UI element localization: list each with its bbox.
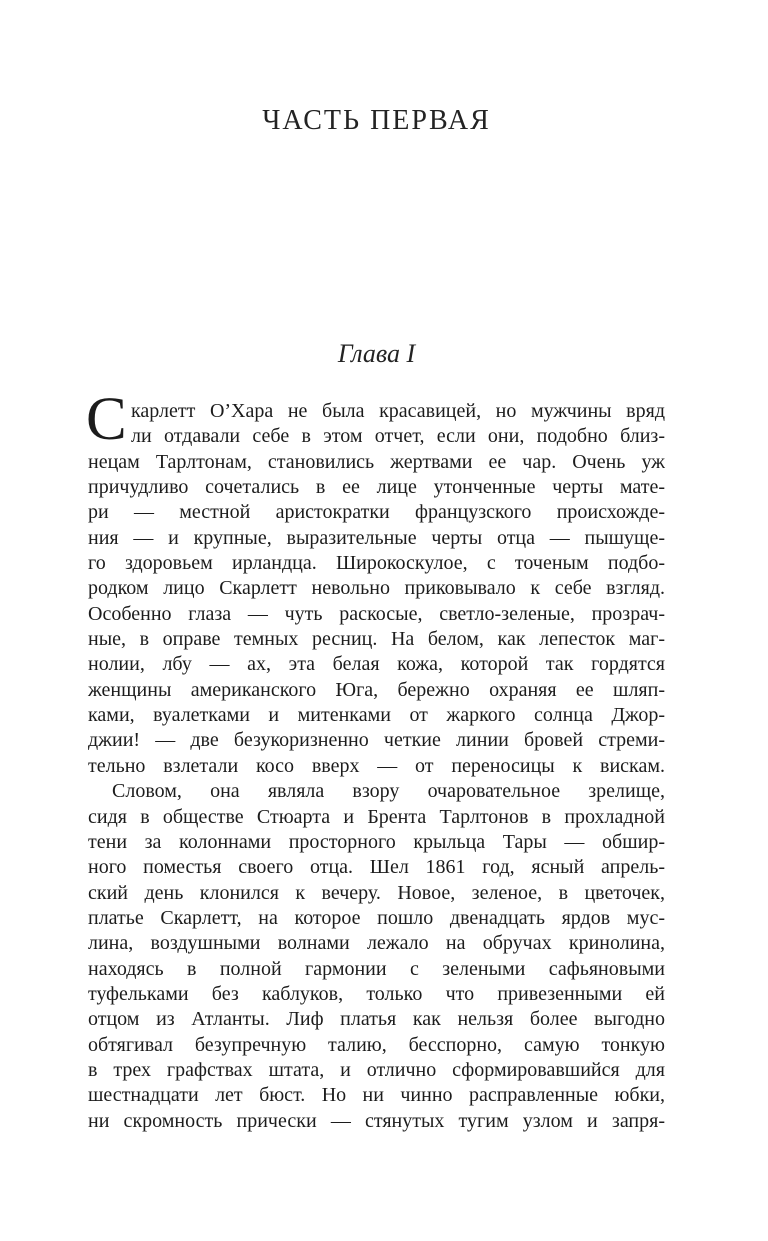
text-line: го здоровьем ирландца. Широкоскулое, с точеным подбо- xyxy=(88,552,665,575)
text-line: женщины американского Юга, бережно охраняя ее шляп- xyxy=(88,678,665,701)
text-line: родком лицо Скарлетт невольно приковывало к себе взгляд. xyxy=(88,577,665,600)
text-line: нолии, лбу — ах, эта белая кожа, которой так гордятся xyxy=(88,653,665,676)
text-line: нецам Тарлтонам, становились жертвами ее чар. Очень уж xyxy=(88,450,665,473)
text-line: в трех графствах штата, и отлично сформировавшийся для xyxy=(88,1058,665,1081)
text-line: сидя в обществе Стюарта и Брента Тарлтонов в прохладной xyxy=(88,805,665,828)
text-line: отцом из Атланты. Лиф платья как нельзя более выгодно xyxy=(88,1008,665,1031)
drop-cap: С xyxy=(86,386,127,453)
text-line: тени за колоннами просторного крыльца Тары — обшир- xyxy=(88,830,665,853)
text-line: Особенно глаза — чуть раскосые, светло-зеленые, прозрач- xyxy=(88,602,665,625)
text-line: джии! — две безукоризненно четкие линии бровей стреми- xyxy=(88,729,665,752)
text-line: ные, в оправе темных ресниц. На белом, как лепесток маг- xyxy=(88,628,665,651)
text-line: туфельками без каблуков, только что привезенными ей xyxy=(88,982,665,1005)
text-line: шестнадцати лет бюст. Но ни чинно расправленные юбки, xyxy=(88,1084,665,1107)
text-line: ли отдавали себе в этом отчет, если они, подобно близ- xyxy=(131,425,665,448)
text-line: карлетт О’Хара не была красавицей, но мужчины вряд xyxy=(131,400,665,422)
text-line: ного поместья своего отца. Шел 1861 год, ясный апрель- xyxy=(88,856,665,879)
text-line: платье Скарлетт, на которое пошло двенадцать ярдов мус- xyxy=(88,906,665,929)
paragraph xyxy=(88,779,665,1134)
text-line: ский день клонился к вечеру. Новое, зеленое, в цветочек, xyxy=(88,881,665,904)
text-line: причудливо сочетались в ее лице утонченные черты мате- xyxy=(88,476,665,499)
body-text xyxy=(86,386,665,1134)
text-line: ками, вуалетками и митенками от жаркого солнца Джор- xyxy=(88,704,665,727)
chapter-title: Глава I xyxy=(337,339,416,368)
text-line: ри — местной аристократки французского происхожде- xyxy=(88,501,665,524)
text-line: тельно взлетали косо вверх — от переносицы к вискам. xyxy=(88,754,665,777)
paragraph xyxy=(86,386,665,779)
text-line: Словом, она являла взору очаровательное зрелище, xyxy=(112,780,665,803)
text-line: ния — и крупные, выразительные черты отца — пышуще- xyxy=(88,526,665,549)
text-line: лина, воздушными волнами лежало на обручах кринолина, xyxy=(88,932,665,955)
text-line: находясь в полной гармонии с зелеными сафьяновыми xyxy=(88,957,665,980)
part-title: ЧАСТЬ ПЕРВАЯ xyxy=(262,105,491,136)
text-line: обтягивал безупречную талию, бесспорно, самую тонкую xyxy=(88,1033,665,1056)
text-line: ни скромность прически — стянутых тугим узлом и запря- xyxy=(88,1109,665,1132)
